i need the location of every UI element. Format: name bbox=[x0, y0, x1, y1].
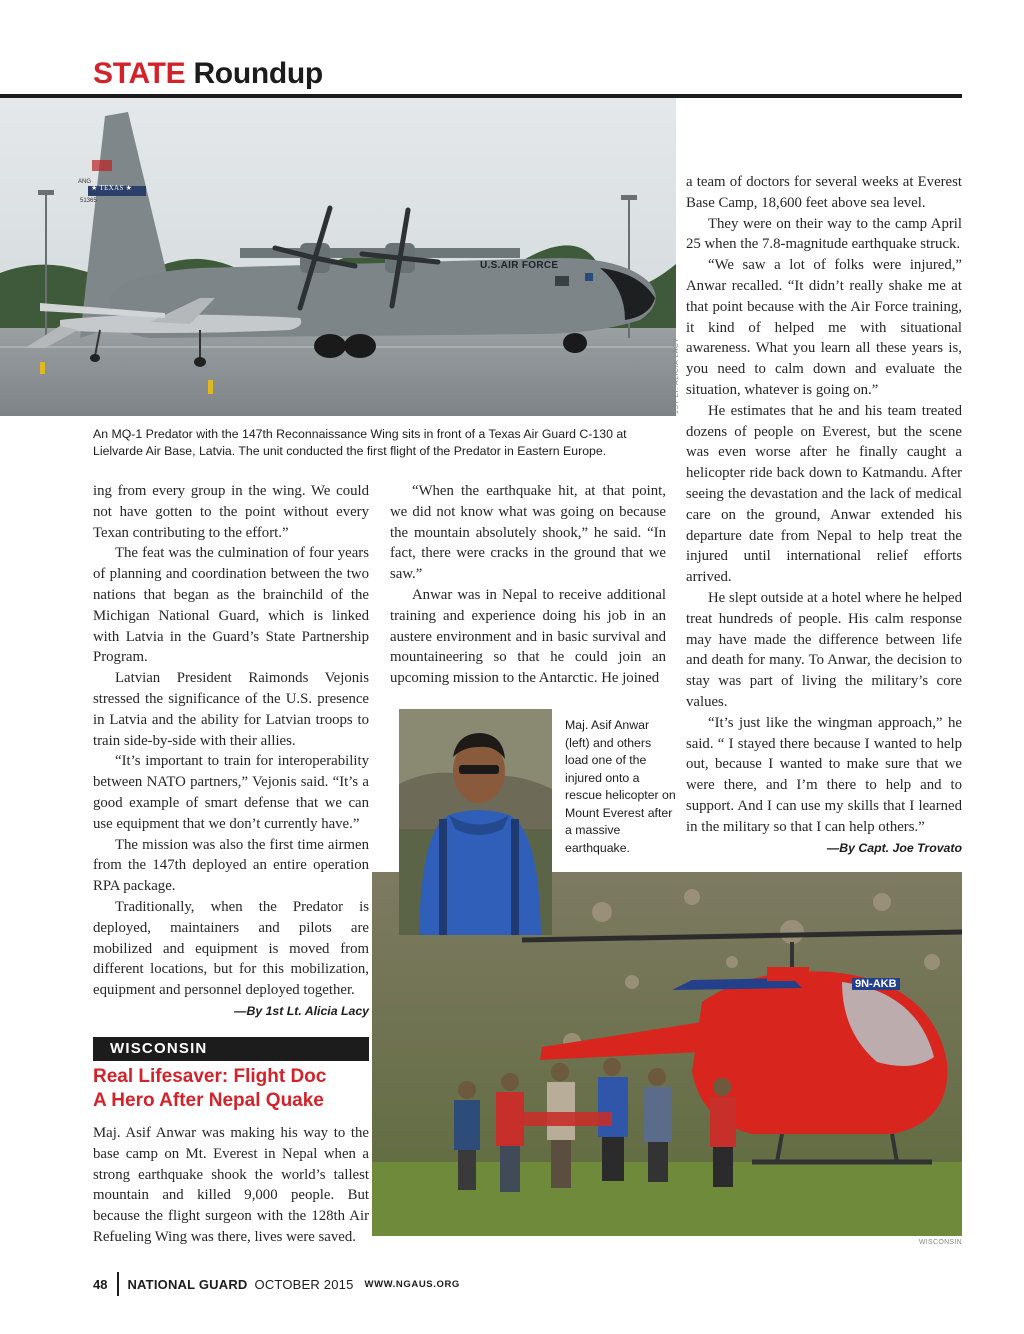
wisconsin-paragraph: Maj. Asif Anwar was making his way to the base camp on Mt. Everest in Nepal when a strong earthquake shook the world’s tallest mountain and killed 9,000 people. But because the flight surgeon with the 128th Air Refueling Wing was there, lives were saved. bbox=[93, 1125, 369, 1245]
helicopter-photo-credit: WISCONSIN bbox=[918, 1239, 962, 1246]
helicopter-registration: 9N-AKB bbox=[852, 978, 900, 990]
section-header bbox=[93, 56, 323, 92]
column-3 bbox=[686, 172, 962, 858]
c130-tail-markings bbox=[78, 178, 91, 187]
col3-paragraph: He estimates that he and his team treated dozens of people on Everest, but the scene was even worse after he finally caught a helicopter ride back down to Katmandu. After seeing the devastation and the lack of medical care on the ground, Anwar extended his departure date from Nepal to help treat the injured until international relief efforts arrived. bbox=[686, 402, 962, 586]
header-section-word: STATE bbox=[93, 57, 186, 90]
col3-paragraph: They were on their way to the camp April 25 when the 7.8-magnitude earthquake struck. bbox=[686, 215, 962, 253]
c130-photo-credit: 1ST LT. ALICIA LACY bbox=[673, 337, 680, 414]
col3-paragraph: He slept outside at a hotel where he helped treat hundreds of people. His calm response may have made the difference between life and death for many. To Anwar, the decision to stay was part of living the military’s core values. bbox=[686, 589, 962, 710]
column-2 bbox=[390, 481, 666, 689]
fuselage-text: U.S.AIR FORCE bbox=[480, 260, 559, 271]
tail-marking-serial: 51365 bbox=[80, 198, 97, 204]
col2-paragraph: Anwar was in Nepal to receive additional training and experience doing his job in an austere environment and in basic survival and mountaineering so that he could join an upcoming mission to the Antarctic. He joined bbox=[390, 586, 666, 687]
col1-paragraph: “It’s important to train for interoperability between NATO partners,” Vejonis said. “It’s a good example of smart defense that we can use equipment that we don’t currently have.” bbox=[93, 753, 369, 832]
anwar-caption: Maj. Asif Anwar (left) and others load one of the injured onto a rescue helicopter on Mount Everest after a massive earthquake. bbox=[565, 718, 676, 855]
page-number: 48 bbox=[93, 1276, 108, 1292]
col1-paragraph: The feat was the culmination of four years of planning and coordination between the two nations that began as the brainchild of the Michigan National Guard, which is linked with Latvia in the Guard’s State Partnership Program. bbox=[93, 545, 369, 666]
website-link[interactable]: WWW.NGAUS.ORG bbox=[364, 1278, 460, 1290]
byline-lacy: —By 1st Lt. Alicia Lacy bbox=[234, 1003, 369, 1018]
col3-paragraph: a team of doctors for several weeks at Everest Base Camp, 18,600 feet above sea level. bbox=[686, 174, 962, 211]
state-label-bar: WISCONSIN bbox=[93, 1037, 369, 1061]
col3-paragraph: “It’s just like the wingman approach,” he said. “ I stayed there because I wanted to help out, because I wanted to make sure that we were there, and I’m there to help and to support. And I can use my skills that I learned in the military so that I can help others.” bbox=[686, 714, 962, 835]
footer-divider bbox=[117, 1272, 119, 1296]
headline-line-1: Real Lifesaver: Flight Doc bbox=[93, 1066, 327, 1087]
tail-marking-texas: ★ TEXAS ★ bbox=[91, 184, 133, 192]
col3-paragraph: “We saw a lot of folks were injured,” Anwar recalled. “It didn’t really shake me at that point because with the Air Force training, it kind of helped me with situational awareness. What you learn all these years is, you need to calm down and evaluate the situation, whatever is going on.” bbox=[686, 257, 962, 398]
c130-predator-photo bbox=[0, 98, 676, 416]
c130-caption: An MQ-1 Predator with the 147th Reconnaissance Wing sits in front of a Texas Air Guard C-130 at Lielvarde Air Base, Latvia. The unit conducted the first flight of the Predator in Eastern Europe. bbox=[93, 427, 627, 458]
col1-paragraph: Traditionally, when the Predator is deployed, maintainers and pilots are mobilized and equipment is moved from different locations, but for this mobilization, equipment and personnel deployed together. bbox=[93, 898, 369, 999]
column-1 bbox=[93, 481, 369, 1021]
col1-paragraph: ing from every group in the wing. We could not have gotten to the point without every Texan contributing to the effort.” bbox=[93, 483, 369, 541]
tail-marking-ang: ANG bbox=[78, 179, 92, 185]
anwar-portrait-photo bbox=[399, 709, 552, 935]
issue-date: OCTOBER 2015 bbox=[254, 1276, 354, 1292]
col1-paragraph: Latvian President Raimonds Vejonis stressed the significance of the U.S. presence in Latvia and the ability for Latvian troops to train side-by-side with their allies. bbox=[93, 670, 369, 749]
header-title-word: Roundup bbox=[193, 57, 323, 90]
magazine-name: NATIONAL GUARD bbox=[127, 1276, 248, 1292]
byline-trovato: —By Capt. Joe Trovato bbox=[826, 840, 962, 855]
page-footer bbox=[93, 1271, 460, 1297]
headline-line-2: A Hero After Nepal Quake bbox=[93, 1090, 324, 1111]
article-headline bbox=[93, 1065, 383, 1113]
col2-paragraph: “When the earthquake hit, at that point, we did not know what was going on because the mountain absolutely shook,” he said. “In fact, there were cracks in the ground that we saw.” bbox=[390, 483, 666, 583]
col1-paragraph: The mission was also the first time airmen from the 147th deployed an entire operation RPA package. bbox=[93, 836, 369, 895]
wisconsin-intro bbox=[93, 1123, 369, 1248]
